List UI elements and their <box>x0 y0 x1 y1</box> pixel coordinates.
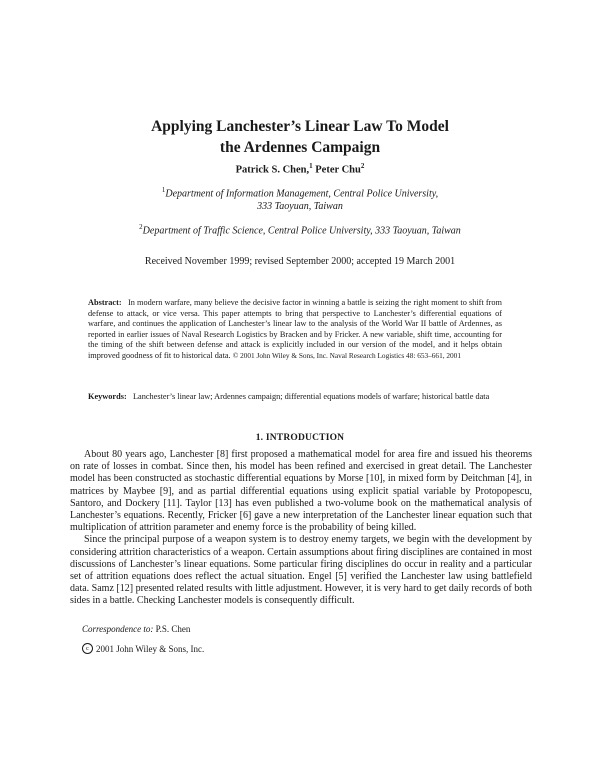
keywords <box>88 392 502 403</box>
abstract-copyright: © 2001 John Wiley & Sons, Inc. Naval Research Logistics 48: 653–661, 2001 <box>232 350 461 360</box>
author-2: Peter Chu <box>315 164 361 176</box>
keywords-text: Lanchester’s linear law; Ardennes campaign; differential equations models of warfare; historical battle data <box>132 392 490 401</box>
copyright-text: 2001 John Wiley & Sons, Inc. <box>96 643 205 654</box>
affiliation-2-mark: 2 <box>139 223 143 231</box>
correspondence-name: P.S. Chen <box>155 624 191 634</box>
title-line-2: the Ardennes Campaign <box>219 139 381 156</box>
received-dates: Received November 1999; revised September 2000; accepted 19 March 2001 <box>144 256 456 267</box>
keywords-label: Keywords: <box>88 392 127 401</box>
paragraph-1: About 80 years ago, Lanchester [8] first proposed a mathematical model for area fire and issued his theorems on rate of losses in combat. Since then, his model has been refined and exercised in great detail. The Lanchester model has been constructed as stochastic differential equations by Morse [10], in mixed form by Deitchman [4], in matrices by Maybee [9], and as partial differential equations using explicit spatial variable by Protopopescu, Santoro, and Dockery [11]. Taylor [13] has even published a two-volume book on the mathematical analysis of Lanchester’s equations. Recently, Fricker [6] gave a new interpretation of the Lanchester linear equation such that multiplication of attrition parameter and enemy force is the probability of being killed. <box>70 449 532 534</box>
author-list <box>60 162 540 176</box>
affiliation-1-mark: 1 <box>161 186 166 194</box>
author-2-affil-mark: 2 <box>360 162 365 170</box>
author-1: Patrick S. Chen, <box>235 164 310 176</box>
copyright-notice <box>82 643 204 654</box>
correspondence-label: Correspondence to: <box>82 624 154 634</box>
abstract <box>88 298 502 362</box>
affiliation-2-line-1: Department of Traffic Science, Central Police University, 333 Taoyuan, Taiwan <box>142 225 461 237</box>
copyright-icon: c <box>82 643 93 654</box>
author-1-affil-mark: 1 <box>309 162 313 170</box>
paper-title <box>60 116 540 158</box>
affiliation-1-line-1: Department of Information Management, Central Police University, <box>165 188 439 200</box>
affiliation-1-line-2: 333 Taoyuan, Taiwan <box>257 201 343 213</box>
paragraph-2: Since the principal purpose of a weapon system is to destroy enemy targets, we begin with the development by considering attrition characteristics of a weapon. Certain assumptions about firing disciplines are contained in most discussions of Lanchester’s linear equations. Some particular firing disciplines do occur in reality and a particular set of attrition equations does reflect the actual situation. Engel [5] verified the Lanchester law using battlefield data. Samz [12] presented related results with little adjustment. However, it is very hard to get daily records of both sides in a battle. Checking Lanchester models is consequently difficult. <box>70 534 532 607</box>
section-heading-introduction: 1. INTRODUCTION <box>255 433 345 443</box>
abstract-label: Abstract: <box>88 298 122 307</box>
affiliation-2 <box>60 221 540 237</box>
affiliation-1 <box>60 184 540 213</box>
abstract-text: In modern warfare, many believe the decisive factor in winning a battle is seizing the right moment to shift from defense to attack, or vice versa. This paper attempts to bring that perspective to Lanchester’s differential equations of warfare, and continues the application of Lanchester’s linear law to the analysis of the World War II battle of Ardennes, as reported in earlier issues of Naval Research Logistics by Bracken and by Fricker. A new variable, shift time, accounting for the timing of the shift between defense and attack is explicitly included in our version of the model, and it helps obtain improved goodness of fit to historical data. <box>88 298 502 360</box>
correspondence-note <box>82 624 190 634</box>
title-line-1: Applying Lanchester’s Linear Law To Model <box>151 118 449 135</box>
introduction-body <box>70 449 532 608</box>
